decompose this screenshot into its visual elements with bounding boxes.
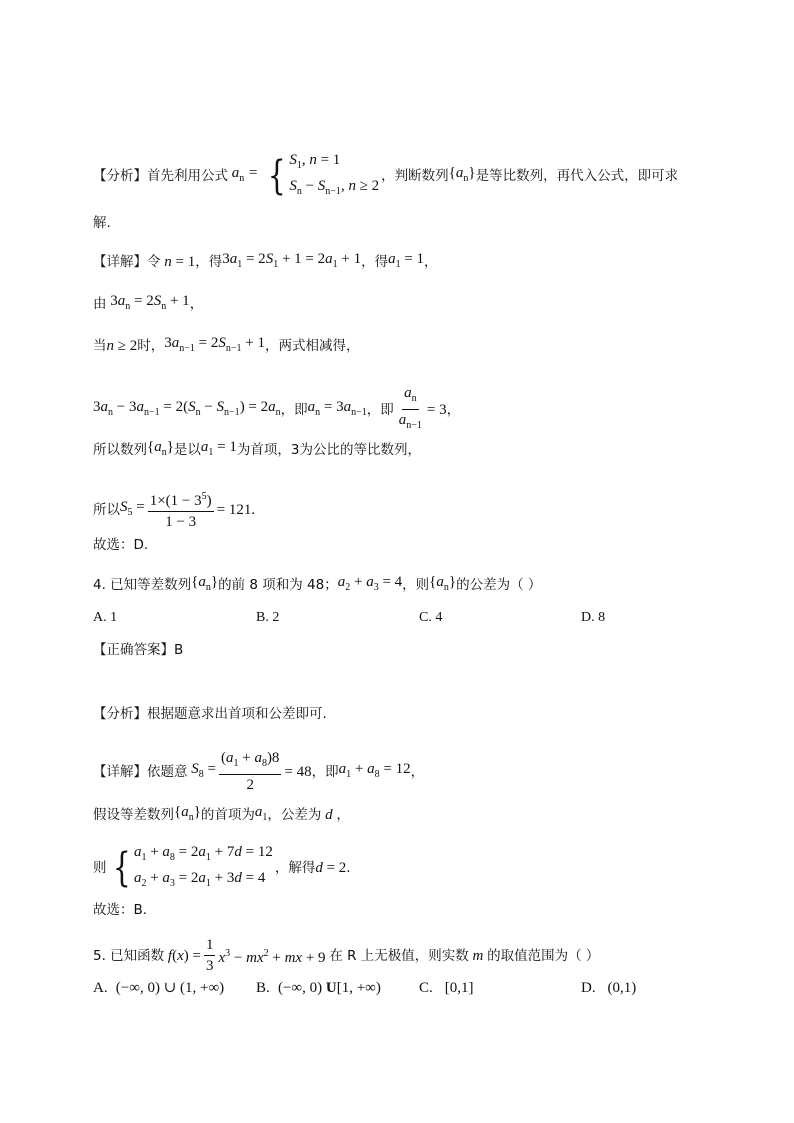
q4-detail-1: 【详解】 依题意 $S_8$ = $\frac{(a_1 + a_8)8}{2}$ = 48 ，即 $a_1 + a_8 = 12$ ，	[93, 750, 425, 793]
detail-line-6: 所以 $S_5$ = $\frac{1\times(1 - 3^5)}{1 - 3}$ = 121.	[93, 488, 255, 531]
q4-conclusion: 故选：B.	[93, 902, 148, 918]
q4-analysis: 【分析】 根据题意求出首项和公差即可.	[93, 706, 327, 722]
fraction-s8: $\frac{(a_1 + a_8)8}{2}$	[220, 750, 280, 793]
analysis-tag: 【分析】	[93, 168, 147, 184]
question-4-stem: 4. 已知等差数列 $\{a_n\}$ 的前 8 项和为 48； $a_2 + a_3 = 4$ ，则 $\{a_n\}$ 的公差为（ ）	[93, 574, 542, 593]
q4-detail-2: 假设等差数列 $\{a_n\}$ 的首项为 $a_1$ ，公差为 d ，	[93, 804, 350, 823]
detail-line-5: 所以数列 $\{a_n\}$ 是以 $a_1 = 1$ 为首项，3为公比的等比数列，	[93, 439, 421, 458]
q5-option-b[interactable]: B. (−∞, 0) U[1, +∞)	[256, 980, 381, 996]
q4-option-c[interactable]: C. 4	[419, 610, 443, 625]
q5-option-a[interactable]: A. (−∞, 0) ∪ (1, +∞)	[93, 980, 225, 996]
formula-an: $a_n$ =	[228, 165, 262, 184]
analysis-line-2: 解.	[93, 215, 111, 231]
fraction-s5: $\frac{1\times(1 - 3^5)}{1 - 3}$	[148, 488, 214, 531]
detail-conclusion: 故选：D.	[93, 537, 149, 553]
detail-line-4: $3a_n - 3a_{n-1} = 2(S_n - S_{n-1}) = 2a_n$ ，即 $a_n = 3a_{n-1}$ ，即 $\frac{a_n}{a_{n-1}}$ = 3 ，	[93, 384, 460, 435]
question-5-stem: 5. 已知函数 f(x) = $\frac{1}{3}$ $x^3 - mx^2$ + mx + 9 在 R 上无极值，则实数 m 的取值范围为（ ）	[93, 937, 600, 974]
q4-detail-3: 则 { $a_1 + a_8 = 2a_1 + 7d = 12$ $a_2 + a_3 = 2a_1 + 3d = 4$ ，解得 d = 2 .	[93, 842, 351, 894]
fraction-one-third: $\frac{1}{3}$	[205, 937, 214, 974]
q4-option-a[interactable]: A. 1	[93, 610, 118, 625]
piecewise-formula: { $S_1$, n = 1 $S_n - S_{n-1}$, n ≥ 2	[267, 152, 380, 199]
q5-option-c[interactable]: C. [0,1]	[419, 980, 474, 996]
q5-option-d[interactable]: D. (0,1)	[581, 980, 637, 996]
detail-line-3: 当 n ≥ 2 时， $3a_{n-1} = 2S_{n-1} + 1$ ，两式相减得，	[93, 335, 360, 354]
q4-option-b[interactable]: B. 2	[256, 610, 280, 625]
analysis-line-1: 【分析】 首先利用公式 $a_n$ = { $S_1$, n = 1 $S_n - S_{n-1}$, n ≥ 2 ，判断数列 $\{a_n\}$ 是等比数列，再代入公式，即可求	[93, 150, 678, 202]
equation-system: { $a_1 + a_8 = 2a_1 + 7d = 12$ $a_2 + a_3 = 2a_1 + 3d = 4$	[112, 844, 273, 891]
q4-option-d[interactable]: D. 8	[581, 610, 606, 625]
fraction-an-over-an1: $\frac{a_n}{a_{n-1}}$	[398, 385, 422, 431]
detail-line-1: 【详解】 令 n = 1 ，得 $3a_1 = 2S_1 + 1 = 2a_1 + 1$ ，得 $a_1 = 1$ ，	[93, 251, 438, 270]
q4-answer: 【正确答案】B	[93, 642, 184, 658]
detail-line-2: 由 $3a_n = 2S_n + 1$ ，	[93, 293, 204, 312]
